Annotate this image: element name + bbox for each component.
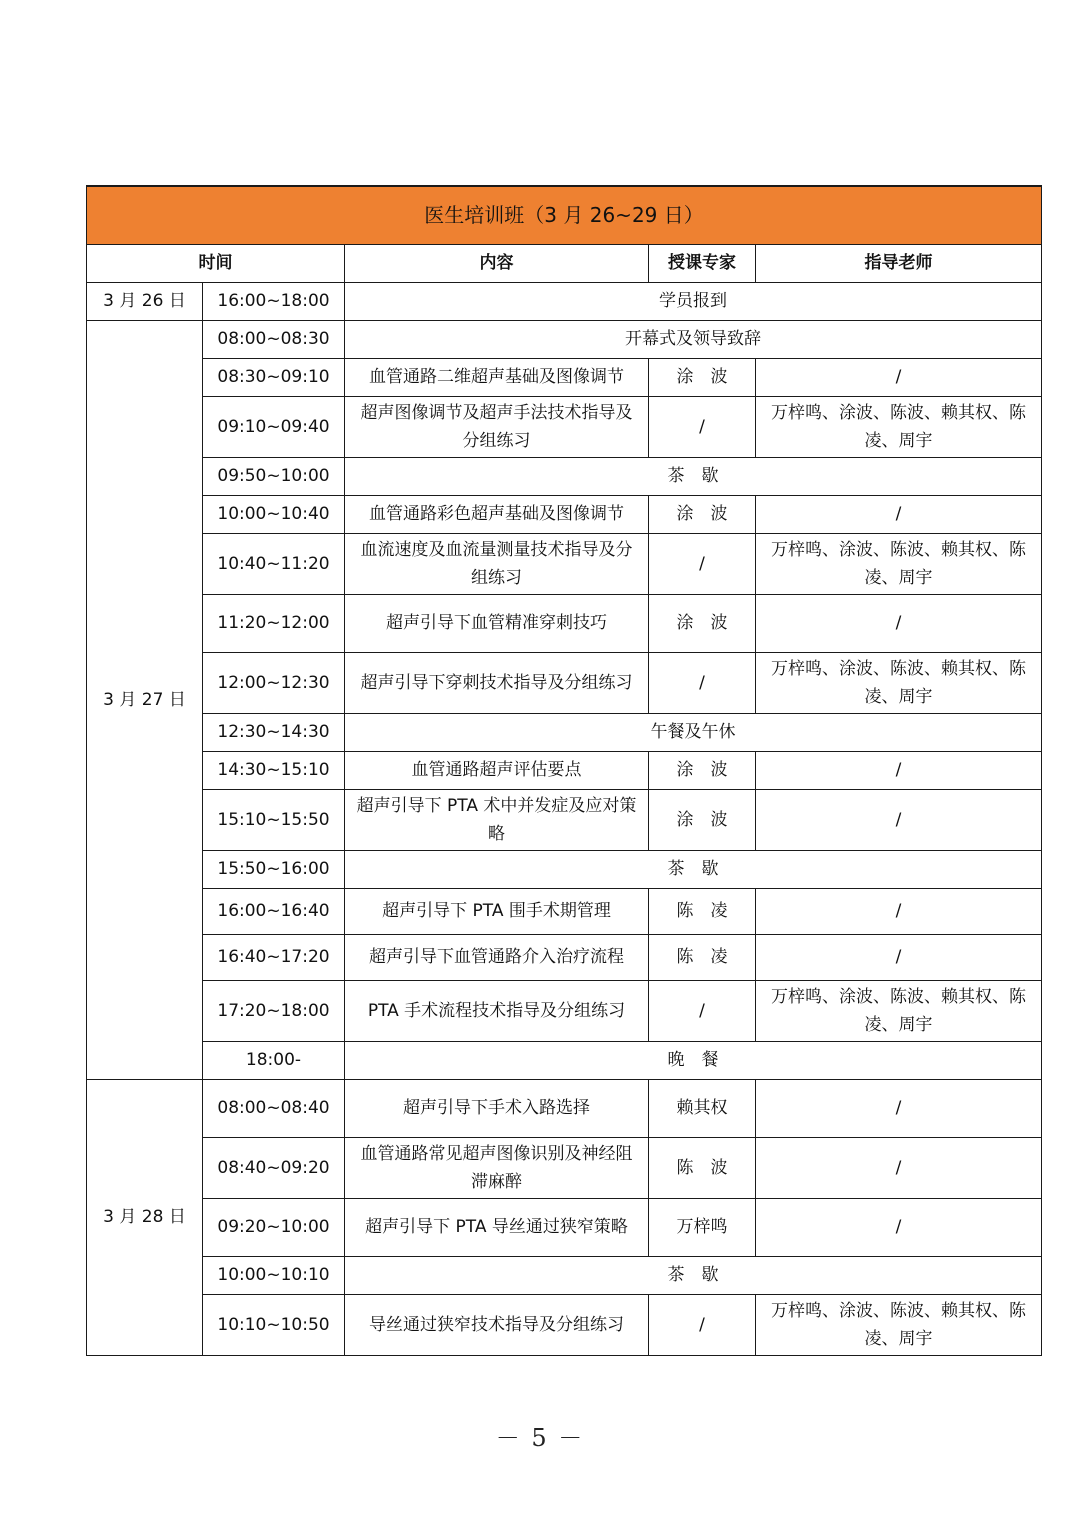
time-cell: 16:40~17:20 — [203, 934, 345, 980]
time-cell: 18:00- — [203, 1041, 345, 1079]
instructors-cell: / — [756, 751, 1042, 789]
instructors-cell: / — [756, 495, 1042, 533]
content-cell: 茶 歇 — [345, 457, 1042, 495]
expert-cell: / — [649, 533, 756, 594]
time-cell: 08:40~09:20 — [203, 1137, 345, 1198]
expert-cell: 陈 凌 — [649, 934, 756, 980]
instructors-cell: 万梓鸣、涂波、陈波、赖其权、陈凌、周宇 — [756, 1294, 1042, 1355]
table-row — [87, 980, 1042, 1041]
content-cell: 血管通路二维超声基础及图像调节 — [345, 358, 649, 396]
instructors-cell: / — [756, 789, 1042, 850]
table-row — [87, 282, 1042, 320]
content-cell: 超声引导下穿刺技术指导及分组练习 — [345, 652, 649, 713]
expert-cell: / — [649, 1294, 756, 1355]
expert-cell: / — [649, 980, 756, 1041]
content-cell: 导丝通过狭窄技术指导及分组练习 — [345, 1294, 649, 1355]
table-row — [87, 396, 1042, 457]
day-cell: 3 月 26 日 — [87, 282, 203, 320]
table-row — [87, 934, 1042, 980]
expert-cell: 万梓鸣 — [649, 1198, 756, 1256]
time-cell: 09:20~10:00 — [203, 1198, 345, 1256]
expert-cell: 赖其权 — [649, 1079, 756, 1137]
content-cell: 午餐及午休 — [345, 713, 1042, 751]
table-title: 医生培训班（3 月 26~29 日） — [87, 186, 1042, 244]
content-cell: 晚 餐 — [345, 1041, 1042, 1079]
time-cell: 09:50~10:00 — [203, 457, 345, 495]
content-cell: 超声引导下 PTA 围手术期管理 — [345, 888, 649, 934]
header-time: 时间 — [87, 244, 345, 282]
day-cell: 3 月 27 日 — [87, 320, 203, 1079]
day-cell: 3 月 28 日 — [87, 1079, 203, 1355]
content-cell: 血流速度及血流量测量技术指导及分组练习 — [345, 533, 649, 594]
instructors-cell: 万梓鸣、涂波、陈波、赖其权、陈凌、周宇 — [756, 652, 1042, 713]
header-expert: 授课专家 — [649, 244, 756, 282]
table-row — [87, 533, 1042, 594]
instructors-cell: / — [756, 594, 1042, 652]
table-row — [87, 713, 1042, 751]
table-row — [87, 1041, 1042, 1079]
time-cell: 10:40~11:20 — [203, 533, 345, 594]
table-row — [87, 1256, 1042, 1294]
expert-cell: 陈 凌 — [649, 888, 756, 934]
expert-cell: 涂 波 — [649, 789, 756, 850]
instructors-cell: / — [756, 934, 1042, 980]
content-cell: 超声图像调节及超声手法技术指导及分组练习 — [345, 396, 649, 457]
time-cell: 09:10~09:40 — [203, 396, 345, 457]
content-cell: 学员报到 — [345, 282, 1042, 320]
header-instructors: 指导老师 — [756, 244, 1042, 282]
expert-cell: 涂 波 — [649, 358, 756, 396]
content-cell: 超声引导下 PTA 术中并发症及应对策略 — [345, 789, 649, 850]
content-cell: 超声引导下 PTA 导丝通过狭窄策略 — [345, 1198, 649, 1256]
table-row — [87, 850, 1042, 888]
instructors-cell: / — [756, 1079, 1042, 1137]
time-cell: 11:20~12:00 — [203, 594, 345, 652]
time-cell: 16:00~16:40 — [203, 888, 345, 934]
table-row — [87, 789, 1042, 850]
time-cell: 15:50~16:00 — [203, 850, 345, 888]
table-row — [87, 1137, 1042, 1198]
time-cell: 08:00~08:40 — [203, 1079, 345, 1137]
content-cell: 超声引导下血管精准穿刺技巧 — [345, 594, 649, 652]
time-cell: 08:30~09:10 — [203, 358, 345, 396]
expert-cell: / — [649, 396, 756, 457]
instructors-cell: / — [756, 358, 1042, 396]
content-cell: 超声引导下血管通路介入治疗流程 — [345, 934, 649, 980]
content-cell: 开幕式及领导致辞 — [345, 320, 1042, 358]
table-row — [87, 594, 1042, 652]
time-cell: 10:10~10:50 — [203, 1294, 345, 1355]
expert-cell: 涂 波 — [649, 594, 756, 652]
table-row — [87, 457, 1042, 495]
time-cell: 14:30~15:10 — [203, 751, 345, 789]
time-cell: 15:10~15:50 — [203, 789, 345, 850]
content-cell: 血管通路常见超声图像识别及神经阻滞麻醉 — [345, 1137, 649, 1198]
header-content: 内容 — [345, 244, 649, 282]
instructors-cell: / — [756, 1137, 1042, 1198]
table-row — [87, 751, 1042, 789]
content-cell: 血管通路超声评估要点 — [345, 751, 649, 789]
expert-cell: / — [649, 652, 756, 713]
table-row — [87, 1294, 1042, 1355]
content-cell: 茶 歇 — [345, 1256, 1042, 1294]
time-cell: 10:00~10:40 — [203, 495, 345, 533]
table-row — [87, 652, 1042, 713]
table-row — [87, 358, 1042, 396]
content-cell: 血管通路彩色超声基础及图像调节 — [345, 495, 649, 533]
instructors-cell: / — [756, 1198, 1042, 1256]
time-cell: 10:00~10:10 — [203, 1256, 345, 1294]
time-cell: 17:20~18:00 — [203, 980, 345, 1041]
table-row — [87, 320, 1042, 358]
content-cell: 茶 歇 — [345, 850, 1042, 888]
instructors-cell: / — [756, 888, 1042, 934]
schedule-table — [86, 185, 1042, 1356]
table-row — [87, 1198, 1042, 1256]
content-cell: PTA 手术流程技术指导及分组练习 — [345, 980, 649, 1041]
expert-cell: 涂 波 — [649, 495, 756, 533]
table-row — [87, 495, 1042, 533]
table-row — [87, 888, 1042, 934]
time-cell: 12:30~14:30 — [203, 713, 345, 751]
expert-cell: 涂 波 — [649, 751, 756, 789]
instructors-cell: 万梓鸣、涂波、陈波、赖其权、陈凌、周宇 — [756, 533, 1042, 594]
instructors-cell: 万梓鸣、涂波、陈波、赖其权、陈凌、周宇 — [756, 980, 1042, 1041]
table-title-row — [87, 186, 1042, 244]
time-cell: 12:00~12:30 — [203, 652, 345, 713]
expert-cell: 陈 波 — [649, 1137, 756, 1198]
page-number: － 5 － — [495, 1424, 585, 1452]
content-cell: 超声引导下手术入路选择 — [345, 1079, 649, 1137]
time-cell: 16:00~18:00 — [203, 282, 345, 320]
table-row — [87, 1079, 1042, 1137]
instructors-cell: 万梓鸣、涂波、陈波、赖其权、陈凌、周宇 — [756, 396, 1042, 457]
time-cell: 08:00~08:30 — [203, 320, 345, 358]
header-row — [87, 244, 1042, 282]
